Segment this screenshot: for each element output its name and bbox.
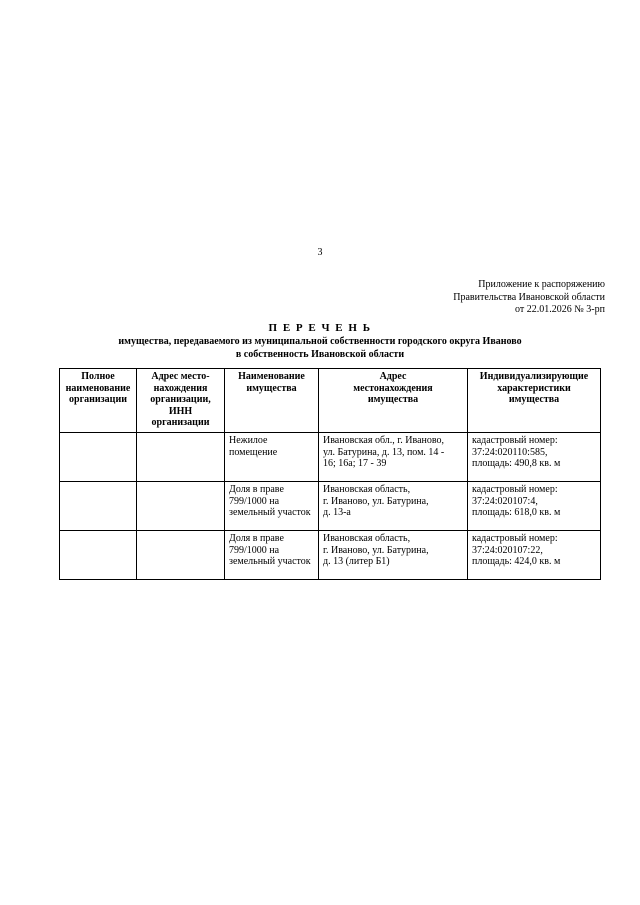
cell-org-name	[60, 433, 137, 482]
cell-org-address	[137, 482, 225, 531]
cell-org-name	[60, 482, 137, 531]
table-row	[60, 531, 601, 580]
header-org-name: Полное наименование организации	[60, 369, 137, 433]
cell-property-name: Доля в праве 799/1000 на земельный участок	[225, 482, 319, 531]
cell-property-name: Нежилое помещение	[225, 433, 319, 482]
table-row	[60, 433, 601, 482]
header-property-address: Адрес местонахождения имущества	[319, 369, 468, 433]
cell-org-address	[137, 531, 225, 580]
table-header-row	[60, 369, 601, 433]
title-block	[0, 322, 640, 361]
cell-property-address: Ивановская область, г. Иваново, ул. Батурина, д. 13 (литер Б1)	[319, 531, 468, 580]
subtitle-line: в собственность Ивановской области	[235, 349, 405, 360]
cell-org-name	[60, 531, 137, 580]
header-property-name: Наименование имущества	[225, 369, 319, 433]
subtitle-line: имущества, передаваемого из муниципальной собственности городского округа Иваново	[118, 336, 522, 347]
document-title: П Е Р Е Ч Е Н Ь	[268, 322, 372, 334]
appendix-note	[453, 279, 605, 317]
appendix-line: Правительства Ивановской области	[453, 291, 605, 303]
appendix-line: Приложение к распоряжению	[478, 279, 605, 290]
cell-org-address	[137, 433, 225, 482]
cell-characteristics: кадастровый номер: 37:24:020107:22, площадь: 424,0 кв. м	[468, 531, 601, 580]
cell-characteristics: кадастровый номер: 37:24:020107:4, площадь: 618,0 кв. м	[468, 482, 601, 531]
cell-property-name: Доля в праве 799/1000 на земельный участок	[225, 531, 319, 580]
header-org-address: Адрес место- нахождения организации, ИНН организации	[137, 369, 225, 433]
table-row	[60, 482, 601, 531]
cell-characteristics: кадастровый номер: 37:24:020110:585, площадь: 490,8 кв. м	[468, 433, 601, 482]
appendix-line: от 22.01.2026 № 3-рп	[515, 304, 605, 315]
cell-property-address: Ивановская область, г. Иваново, ул. Батурина, д. 13-а	[319, 482, 468, 531]
page-number: 3	[317, 247, 323, 258]
header-characteristics: Индивидуализирующие характеристики имущества	[468, 369, 601, 433]
property-table	[59, 368, 601, 580]
cell-property-address: Ивановская обл., г. Иваново, ул. Батурина, д. 13, пом. 14 - 16; 16а; 17 - 39	[319, 433, 468, 482]
